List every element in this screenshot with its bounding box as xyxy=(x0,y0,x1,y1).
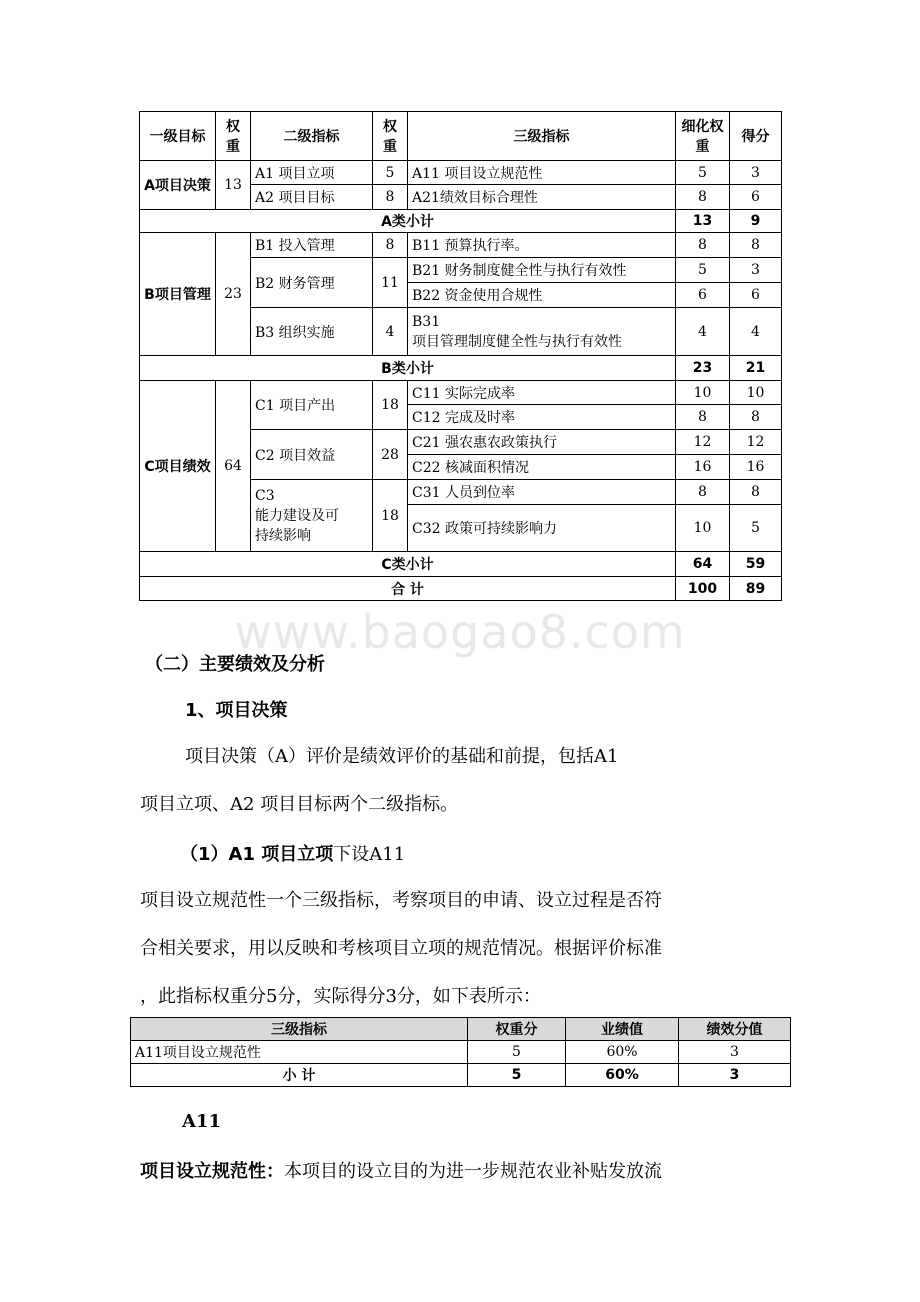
level2-weight: 11 xyxy=(373,258,408,308)
performance-cell: 60% xyxy=(566,1041,679,1064)
subtotal-label: C类小计 xyxy=(140,552,676,577)
level2-cell: B2 财务管理 xyxy=(251,258,373,308)
header-cell: 权重分 xyxy=(468,1018,566,1041)
level2-weight: 18 xyxy=(373,480,408,552)
level3-cell: C21 强农惠农政策执行 xyxy=(408,430,676,455)
subtotal-score: 21 xyxy=(730,356,782,381)
table-row xyxy=(140,381,782,405)
level3-weight: 6 xyxy=(676,283,730,308)
level3-cell: B11 预算执行率。 xyxy=(408,233,676,258)
table-row xyxy=(140,161,782,185)
paragraph-line: 项目设立规范性一个三级指标，考察项目的申请、设立过程是否符 xyxy=(140,890,662,911)
last-paragraph-normal: 本项目的设立目的为进一步规范农业补贴发放流 xyxy=(284,1161,662,1182)
level3-weight: 4 xyxy=(676,308,730,356)
table-header-row xyxy=(140,112,782,161)
subtotal-score: 3 xyxy=(679,1064,791,1087)
subtotal-row xyxy=(140,552,782,577)
header-score: 得分 xyxy=(730,112,782,161)
a11-label: A11 xyxy=(182,1111,222,1132)
total-score: 89 xyxy=(730,577,782,601)
subtotal-label: A类小计 xyxy=(140,210,676,233)
score-cell: 3 xyxy=(730,161,782,185)
level3-cell: C32 政策可持续影响力 xyxy=(408,505,676,552)
level3-line: B31 xyxy=(412,313,441,330)
level3-cell: C31 人员到位率 xyxy=(408,480,676,505)
level2-line: C3 xyxy=(255,487,275,504)
score-cell: 5 xyxy=(730,505,782,552)
subtotal-row xyxy=(140,210,782,233)
score-cell: 3 xyxy=(730,258,782,283)
table-row xyxy=(131,1041,791,1064)
subtotal-score: 9 xyxy=(730,210,782,233)
paragraph-line: 项目决策（A）评价是绩效评价的基础和前提，包括A1 xyxy=(185,746,619,767)
score-cell: 8 xyxy=(730,233,782,258)
level3-weight: 10 xyxy=(676,505,730,552)
level3-weight: 16 xyxy=(676,455,730,480)
paragraph-line: 项目立项、A2 项目目标两个二级指标。 xyxy=(140,794,459,815)
level2-weight: 18 xyxy=(373,381,408,430)
a11-score-table xyxy=(130,1017,791,1087)
subtotal-score: 59 xyxy=(730,552,782,577)
level3-cell: A11 项目设立规范性 xyxy=(408,161,676,185)
table-header-row xyxy=(131,1018,791,1041)
subtotal-label: 小 计 xyxy=(131,1064,468,1087)
score-cell: 4 xyxy=(730,308,782,356)
score-cell: 6 xyxy=(730,185,782,210)
score-cell: 3 xyxy=(679,1041,791,1064)
subtotal-row xyxy=(131,1064,791,1087)
subtotal-weight: 5 xyxy=(468,1064,566,1087)
subtotal-weight: 23 xyxy=(676,356,730,381)
category-a-title: A项目决策 xyxy=(140,161,216,210)
level2-cell xyxy=(251,480,373,552)
score-cell: 8 xyxy=(730,480,782,505)
category-b-title: B项目管理 xyxy=(140,233,216,356)
level3-cell: B22 资金使用合规性 xyxy=(408,283,676,308)
level2-cell: B3 组织实施 xyxy=(251,308,373,356)
category-b-weight: 23 xyxy=(216,233,251,356)
score-cell: 12 xyxy=(730,430,782,455)
level2-cell: B1 投入管理 xyxy=(251,233,373,258)
level3-weight: 8 xyxy=(676,480,730,505)
paragraph-line: 合相关要求，用以反映和考核项目立项的规范情况。根据评价标准 xyxy=(140,938,662,959)
total-row xyxy=(140,577,782,601)
score-cell: 8 xyxy=(730,405,782,430)
level3-cell: A21绩效目标合理性 xyxy=(408,185,676,210)
category-c-title: C项目绩效 xyxy=(140,381,216,552)
level2-line: 能力建设及可 xyxy=(255,507,339,524)
score-cell: 10 xyxy=(730,381,782,405)
last-paragraph xyxy=(140,1157,662,1183)
paragraph-line: ，此指标权重分5分，实际得分3分，如下表所示： xyxy=(140,986,541,1007)
level3-weight: 10 xyxy=(676,381,730,405)
item-heading xyxy=(180,840,405,866)
level3-cell: C12 完成及时率 xyxy=(408,405,676,430)
item-heading-bold: （1）A1 项目立项 xyxy=(180,844,334,865)
indicator-cell: A11项目设立规范性 xyxy=(131,1041,468,1064)
level3-cell: C22 核减面积情况 xyxy=(408,455,676,480)
subtotal-row xyxy=(140,356,782,381)
subtotal-performance: 60% xyxy=(566,1064,679,1087)
header-weight1: 权重 xyxy=(216,112,251,161)
level3-weight: 5 xyxy=(676,161,730,185)
total-label: 合 计 xyxy=(140,577,676,601)
score-cell: 6 xyxy=(730,283,782,308)
table-row xyxy=(140,233,782,258)
category-a-weight: 13 xyxy=(216,161,251,210)
level3-line: 项目管理制度健全性与执行有效性 xyxy=(412,333,622,350)
level2-weight: 8 xyxy=(373,185,408,210)
header-level1: 一级目标 xyxy=(140,112,216,161)
subtotal-weight: 13 xyxy=(676,210,730,233)
level2-cell: C1 项目产出 xyxy=(251,381,373,430)
level3-weight: 12 xyxy=(676,430,730,455)
header-weight3: 细化权重 xyxy=(676,112,730,161)
level3-cell: B21 财务制度健全性与执行有效性 xyxy=(408,258,676,283)
level2-cell: A2 项目目标 xyxy=(251,185,373,210)
category-c-weight: 64 xyxy=(216,381,251,552)
level3-weight: 8 xyxy=(676,185,730,210)
level2-weight: 5 xyxy=(373,161,408,185)
sub-heading: 1、项目决策 xyxy=(185,700,288,721)
score-cell: 16 xyxy=(730,455,782,480)
level2-weight: 4 xyxy=(373,308,408,356)
level2-line: 持续影响 xyxy=(255,527,311,544)
last-paragraph-bold: 项目设立规范性： xyxy=(140,1161,284,1182)
level2-weight: 28 xyxy=(373,430,408,480)
header-cell: 绩效分值 xyxy=(679,1018,791,1041)
subtotal-weight: 64 xyxy=(676,552,730,577)
level3-weight: 8 xyxy=(676,405,730,430)
section-heading: （二）主要绩效及分析 xyxy=(145,654,325,675)
header-level2: 二级指标 xyxy=(251,112,373,161)
header-cell: 业绩值 xyxy=(566,1018,679,1041)
level3-weight: 5 xyxy=(676,258,730,283)
header-cell: 三级指标 xyxy=(131,1018,468,1041)
item-heading-normal: 下设A11 xyxy=(333,844,406,865)
weight-cell: 5 xyxy=(468,1041,566,1064)
level2-cell: C2 项目效益 xyxy=(251,430,373,480)
level3-weight: 8 xyxy=(676,233,730,258)
level2-cell: A1 项目立项 xyxy=(251,161,373,185)
watermark: www.baogao8.com xyxy=(234,605,686,659)
level3-cell xyxy=(408,308,676,356)
score-table xyxy=(139,111,782,601)
level2-weight: 8 xyxy=(373,233,408,258)
level3-cell: C11 实际完成率 xyxy=(408,381,676,405)
header-weight2: 权重 xyxy=(373,112,408,161)
total-weight: 100 xyxy=(676,577,730,601)
header-level3: 三级指标 xyxy=(408,112,676,161)
subtotal-label: B类小计 xyxy=(140,356,676,381)
